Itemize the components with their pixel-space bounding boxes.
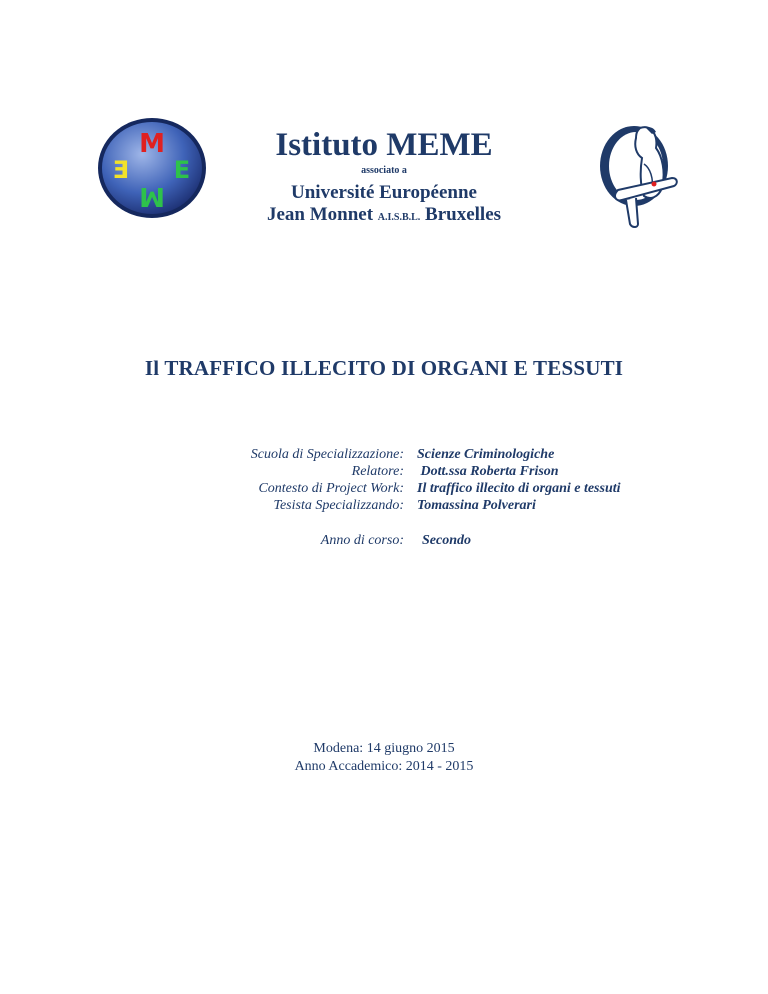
info-value: Il traffico illecito di organi e tessuti bbox=[417, 481, 621, 496]
logo-letter-w-bottom: M bbox=[139, 181, 165, 211]
logo-letter-e-left: E bbox=[112, 156, 130, 184]
associated-label: associato a bbox=[361, 165, 407, 176]
info-row-student bbox=[0, 497, 768, 515]
institute-name: Istituto MEME bbox=[275, 127, 493, 163]
info-row-supervisor bbox=[0, 463, 768, 481]
info-label: Relatore: bbox=[351, 464, 404, 479]
year-value: Secondo bbox=[422, 533, 471, 548]
university-location-name: Jean Monnet bbox=[266, 204, 378, 225]
footer bbox=[0, 740, 768, 776]
university-city: Bruxelles bbox=[420, 204, 502, 225]
place-date: Modena: 14 giugno 2015 bbox=[313, 741, 455, 756]
info-label: Scuola di Specializzazione: bbox=[250, 447, 404, 462]
info-row-project bbox=[0, 480, 768, 498]
year-label: Anno di corso: bbox=[320, 533, 404, 548]
info-row-year bbox=[0, 532, 768, 550]
header-block bbox=[230, 127, 538, 229]
university-name: Université Européenne bbox=[291, 182, 477, 203]
university-emblem bbox=[596, 114, 680, 230]
logo-letter-m-top: M bbox=[139, 129, 165, 159]
info-value: Scienze Criminologiche bbox=[417, 447, 555, 462]
info-value: Dott.ssa Roberta Frison bbox=[417, 464, 559, 479]
info-row-school bbox=[0, 446, 768, 464]
info-value: Tomassina Polverari bbox=[417, 498, 536, 513]
university-location bbox=[230, 204, 538, 229]
meme-logo bbox=[96, 116, 208, 220]
university-legal-form: A.I.S.B.L. bbox=[377, 212, 421, 223]
info-label: Contesto di Project Work: bbox=[258, 481, 404, 496]
info-label: Tesista Specializzando: bbox=[273, 498, 404, 513]
thesis-title: Il TRAFFICO ILLECITO DI ORGANI E TESSUTI bbox=[144, 356, 624, 380]
logo-letter-e-right: E bbox=[173, 156, 191, 184]
academic-year: Anno Accademico: 2014 - 2015 bbox=[294, 759, 474, 774]
